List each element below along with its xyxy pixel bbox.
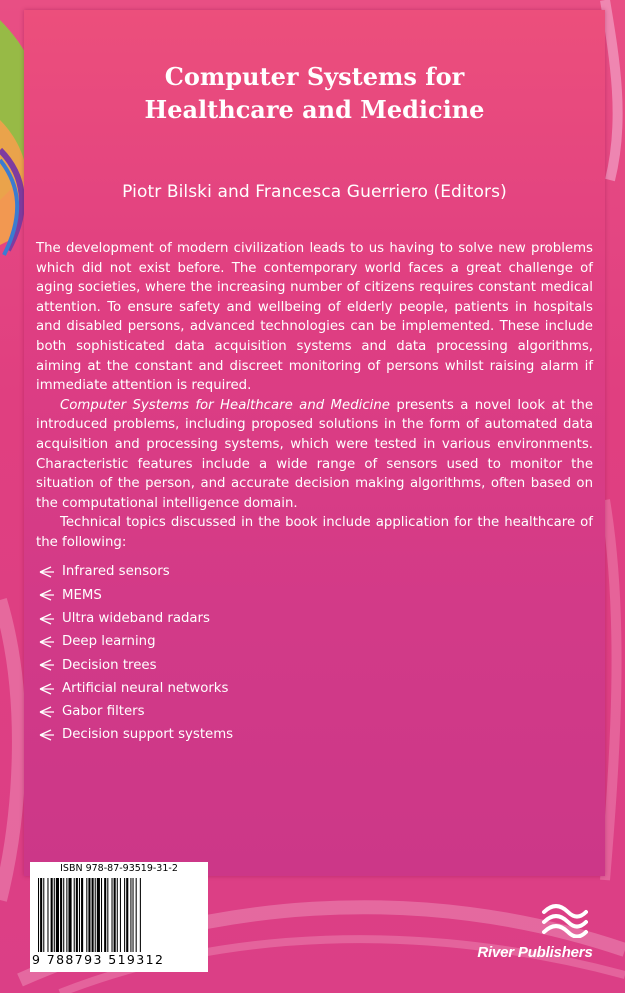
title-line-1: Computer Systems for [164, 62, 465, 91]
topic-label: Infrared sensors [62, 564, 170, 580]
topic-label: Gabor filters [62, 704, 145, 720]
paragraph-2-book-title: Computer Systems for Healthcare and Medicine [60, 397, 390, 413]
paragraph-2 [36, 396, 593, 514]
publisher-brand [466, 902, 606, 974]
topic-label: Artificial neural networks [62, 680, 229, 696]
arrow-bullet-icon [36, 705, 58, 719]
list-item [36, 607, 593, 630]
isbn-label: ISBN 978-87-93519-31-2 [60, 863, 178, 874]
list-item [36, 677, 593, 700]
topic-label: Decision support systems [62, 727, 234, 743]
arrow-bullet-icon [36, 658, 58, 672]
arrow-bullet-icon [36, 612, 58, 626]
topic-label: MEMS [62, 587, 102, 603]
editors-line: Piotr Bilski and Francesca Guerriero (Editors) [122, 182, 507, 202]
title-line-2: Healthcare and Medicine [144, 95, 485, 124]
list-item [36, 584, 593, 607]
topic-label: Decision trees [62, 657, 157, 673]
paragraph-1: The development of modern civilization leads to us having to solve new problems which did not exist before. The contemporary world faces a great challenge of aging societies, where the increasing number of citizens requires constant medical attention. To ensure safety and wellbeing of elderly people, patients in hospitals and disabled persons, advanced technologies can be implemented. These include both sophisticated data acquisition systems and data processing algorithms, aiming at the constant and discreet monitoring of persons whilst raising alarm if immediate attention is required. [36, 241, 593, 394]
book-title [24, 60, 605, 126]
list-item [36, 700, 593, 723]
river-waves-icon [540, 902, 588, 938]
arrow-bullet-icon [36, 565, 58, 579]
publisher-name: River Publishers [477, 944, 593, 961]
list-item [36, 630, 593, 653]
arrow-bullet-icon [36, 728, 58, 742]
barcode-icon [38, 878, 204, 952]
list-item [36, 724, 593, 747]
arrow-bullet-icon [36, 635, 58, 649]
paragraph-3: Technical topics discussed in the book include application for the healthcare of the following: [36, 515, 593, 550]
list-item [36, 654, 593, 677]
paragraph-2-text: presents a novel look at the introduced problems, including proposed solutions in the form of automated data acquisition and processing systems, which were tested in various environments. Characteristic features include a wide range of sensors used to monitor the situation of the person, and accurate decision making algorithms, often based on the computational intelligence domain. [36, 397, 593, 511]
arrow-bullet-icon [36, 588, 58, 602]
description [36, 239, 593, 747]
back-cover-panel [24, 10, 605, 876]
arrow-bullet-icon [36, 682, 58, 696]
topic-label: Ultra wideband radars [62, 610, 210, 626]
list-item [36, 561, 593, 584]
isbn-barcode-block [30, 862, 208, 972]
barcode-digits: 9 788793 519312 [32, 952, 165, 967]
topic-label: Deep learning [62, 634, 156, 650]
topics-list [36, 561, 593, 747]
